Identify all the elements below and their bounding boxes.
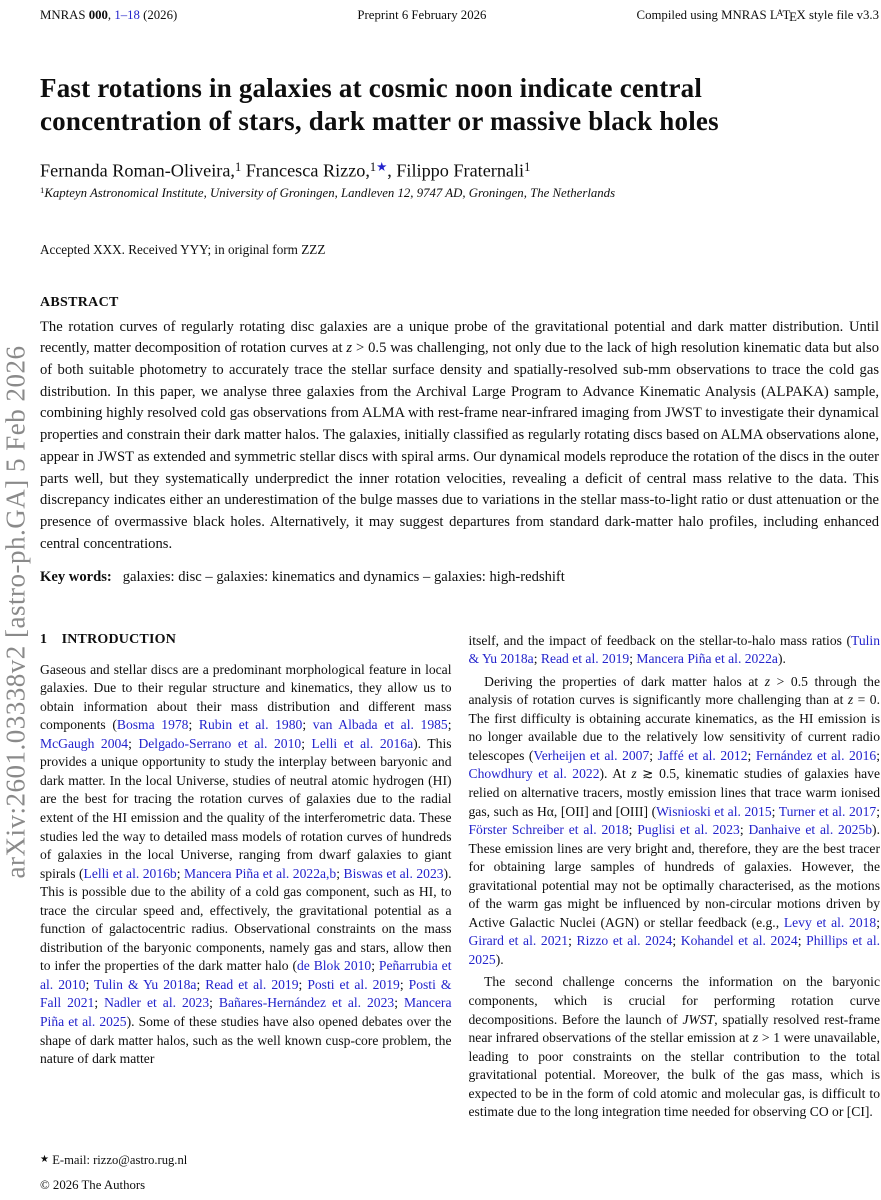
author-list: Fernanda Roman-Oliveira,$^1$ Francesca Rizzo,$^{1★}$, Filippo Fraternali$^1$ [40, 160, 531, 181]
citation-link[interactable]: Fernández et al. 2016 [755, 747, 877, 763]
abstract-text: The rotation curves of regularly rotating disc galaxies are a unique probe of the gravitational potential and dark matter distribution. Until recently, matter decomposition of rotation curves at z > 0.5 was challenging, not only due to the lack of high resolution kinematic data but also of both suitable photometry to accurately trace the stellar surface density and spatially-resolved sub-mm observations to trace the cold gas distribution. In this paper, we analyse three galaxies from the Archival Large Program to Advance Kinematic Analysis (ALPAKA) sample, combining highly resolved cold gas observations from ALMA with rest-frame near-infrared imaging from JWST to investigate their dynamical properties and constrain their dark matter halos. The galaxies, initially classified as regularly rotating discs based on ALMA observations alone, appear in JWST as extended and symmetric stellar discs with spiral arms. Our dynamical models reproduce the rotation of the discs in the outer parts well, but they systematically underpredict the inner rotation velocities, revealing a deficit of central mass relative to the data. This discrepancy indicates either an underestimation of the bulge masses due to variations in the stellar mass-to-light ratio or dust attenuation or the presence of overmassive black holes. Alternatively, it may suggest departures from standard dark-matter halo profiles, including enhanced central concentrations. [40, 318, 880, 552]
citation-link[interactable]: Levy et al. 2018 [783, 914, 877, 930]
citation-link[interactable]: McGaugh 2004 [40, 735, 129, 751]
citation-link[interactable]: Rizzo et al. 2024 [576, 933, 673, 949]
arxiv-watermark: arXiv:2601.03338v2 [astro-ph.GA] 5 Feb 2026 [0, 345, 31, 879]
footnote-star: ★ [40, 1154, 50, 1166]
citation-link[interactable]: Tulin & Yu 2018a [468, 632, 880, 667]
two-column-body [40, 632, 880, 1125]
email-footnote: ★ E-mail: rizzo@astro.rug.nl [40, 1153, 188, 1167]
citation-link[interactable]: Förster Schreiber et al. 2018 [468, 822, 629, 838]
citation-link[interactable]: Mancera Piña et al. 2022a,b [184, 865, 337, 881]
compiled-note: Compiled using MNRAS $L^ATEX$ style file v3.3 [636, 8, 879, 25]
intro-paragraph-2: Deriving the properties of dark matter halos at z > 0.5 through the analysis of rotation curves is significantly more challenging than at z = 0. The first difficulty is obtaining accurate kinematics, as the HI emission is no longer available due to the relatively low sensitivity of current radio telescopes (Verheijen et al. 2007; Jaffé et al. 2012; Fernández et al. 2016; Chowdhury et al. 2022). At z ≳ 0.5, kinematic studies of galaxies have relied on alternative tracers, mostly emission lines that trace warm ionised gas, such as Hα, [OII] and [OIII] (Wisnioski et al. 2015; Turner et al. 2017; Förster Schreiber et al. 2018; Puglisi et al. 2023; Danhaive et al. 2025b). These emission lines are very bright and, therefore, they are the best tracer for obtaining large samples of hundreds of galaxies. However, the gravitational potential may not be optimally characterised, as the motions of the warm gas might be influenced by non-circular motions driven by Active Galactic Nuclei (AGN) or stellar feedback (e.g., Levy et al. 2018; Girard et al. 2021; Rizzo et al. 2024; Kohandel et al. 2024; Phillips et al. 2025). [468, 673, 880, 967]
citation-link[interactable]: Danhaive et al. 2025b [748, 822, 873, 838]
copyright-line: © 2026 The Authors [40, 1178, 146, 1192]
right-column [469, 632, 881, 1125]
citation-link[interactable]: Mancera Piña et al. 2022a [636, 651, 778, 667]
corresponding-author-star[interactable]: ★ [376, 160, 388, 175]
citation-link[interactable]: Verheijen et al. 2007 [533, 747, 650, 763]
citation-link[interactable]: Girard et al. 2021 [468, 933, 569, 949]
citation-link[interactable]: Bañares-Hernández et al. 2023 [218, 995, 395, 1011]
citation-link[interactable]: Puglisi et al. 2023 [637, 822, 740, 838]
page-header [40, 8, 879, 25]
citation-link[interactable]: van Albada et al. 1985 [312, 717, 448, 733]
left-column [40, 632, 452, 1125]
citation-link[interactable]: Chowdhury et al. 2022 [468, 766, 600, 782]
citation-link[interactable]: Lelli et al. 2016a [311, 735, 414, 751]
citation-link[interactable]: de Blok 2010 [296, 958, 372, 974]
citation-link[interactable]: Nadler et al. 2023 [104, 995, 210, 1011]
citation-link[interactable]: Biswas et al. 2023 [343, 865, 444, 881]
citation-link[interactable]: Posti & Fall 2021 [40, 976, 452, 1011]
page-range-link[interactable]: 1–18 [114, 8, 140, 22]
intro-paragraph-1: Gaseous and stellar discs are a predominant morphological feature in local galaxies. Due to their regular structure and kinematics, they allow us to obtain information about their mass distribution and different mass components (Bosma 1978; Rubin et al. 1980; van Albada et al. 1985; McGaugh 2004; Delgado-Serrano et al. 2010; Lelli et al. 2016a). This provides a unique opportunity to study the interplay between baryonic and dark matter. In the local Universe, studies of neutral atomic hydrogen (HI) are the best for tracing the rotation curves of galaxies due to the radial extent of the HI emission and the quality of the interferometric data. These studies led the way to detailed mass models of rotation curves of hundreds of galaxies in the local Universe, ranging from dwarf galaxies to giant spirals (Lelli et al. 2016b; Mancera Piña et al. 2022a,b; Biswas et al. 2023). This is possible due to the ability of a cold gas component, such as HI, to trace the circular speed and, effectively, the gravitational potential as a function of galactocentric radius. Observational constraints on the mass distribution of the baryonic components, namely gas and stars, allow then to infer the properties of the dark matter halo (de Blok 2010; Peñarrubia et al. 2010; Tulin & Yu 2018a; Read et al. 2019; Posti et al. 2019; Posti & Fall 2021; Nadler et al. 2023; Bañares-Hernández et al. 2023; Mancera Piña et al. 2025). Some of these studies have also opened debates over the shape of dark matter halos, such as the well known cusp-core problem, the nature of dark matter [40, 661, 452, 1067]
paper-title: Fast rotations in galaxies at cosmic noon indicate central concentration of stars, dark matter or massive black holes [40, 73, 719, 136]
abstract-section [40, 295, 879, 556]
citation-link[interactable]: Tulin & Yu 2018a [94, 976, 197, 992]
citation-link[interactable]: Jaffé et al. 2012 [657, 747, 748, 763]
citation-link[interactable]: Rubin et al. 1980 [198, 717, 303, 733]
intro-paragraph-1-continued: itself, and the impact of feedback on the stellar-to-halo mass ratios (Tulin & Yu 2018a; Read et al. 2019; Mancera Piña et al. 2022a). [468, 632, 880, 667]
citation-link[interactable]: Wisnioski et al. 2015 [656, 803, 772, 819]
abstract-heading: ABSTRACT [40, 294, 119, 310]
section-heading-introduction: 1 INTRODUCTION [40, 631, 177, 647]
citation-link[interactable]: Mancera Piña et al. 2025 [40, 995, 452, 1030]
citation-link[interactable]: Delgado-Serrano et al. 2010 [138, 735, 302, 751]
citation-link[interactable]: Posti et al. 2019 [307, 976, 400, 992]
citation-link[interactable]: Bosma 1978 [116, 717, 189, 733]
intro-paragraph-3: The second challenge concerns the information on the baryonic components, which is crucial for performing rotation curve decompositions. Before the launch of JWST, spatially resolved rest-frame near infrared observations of the stellar emission at z > 1 were unavailable, leading to poor constraints on the stellar contribution to the total gravitational potential. Moreover, the bulk of the gas mass, which is expected to be in the form of cold atomic and molecular gas, is difficult to estimate due to the long integration time needed for observing CO or [CI]. [468, 974, 880, 1120]
citation-link[interactable]: Phillips et al. 2025 [468, 933, 880, 967]
preprint-date: Preprint 6 February 2026 [357, 8, 487, 22]
citation-link[interactable]: Read et al. 2019 [540, 651, 630, 667]
citation-link[interactable]: Peñarrubia et al. 2010 [40, 958, 452, 992]
keywords-line: Key words: galaxies: disc – galaxies: kinematics and dynamics – galaxies: high-redshift [40, 568, 565, 585]
journal-reference: MNRAS 000, 1–18 (2026) [40, 8, 178, 22]
citation-link[interactable]: Lelli et al. 2016b [83, 865, 177, 881]
dates-line: Accepted XXX. Received YYY; in original form ZZZ [40, 241, 326, 257]
affiliation: $^1$Kapteyn Astronomical Institute, University of Groningen, Landleven 12, 9747 AD, Groningen, The Netherlands [40, 184, 616, 200]
citation-link[interactable]: Read et al. 2019 [205, 976, 299, 992]
citation-link[interactable]: Kohandel et al. 2024 [680, 933, 798, 949]
citation-link[interactable]: Turner et al. 2017 [778, 803, 877, 819]
